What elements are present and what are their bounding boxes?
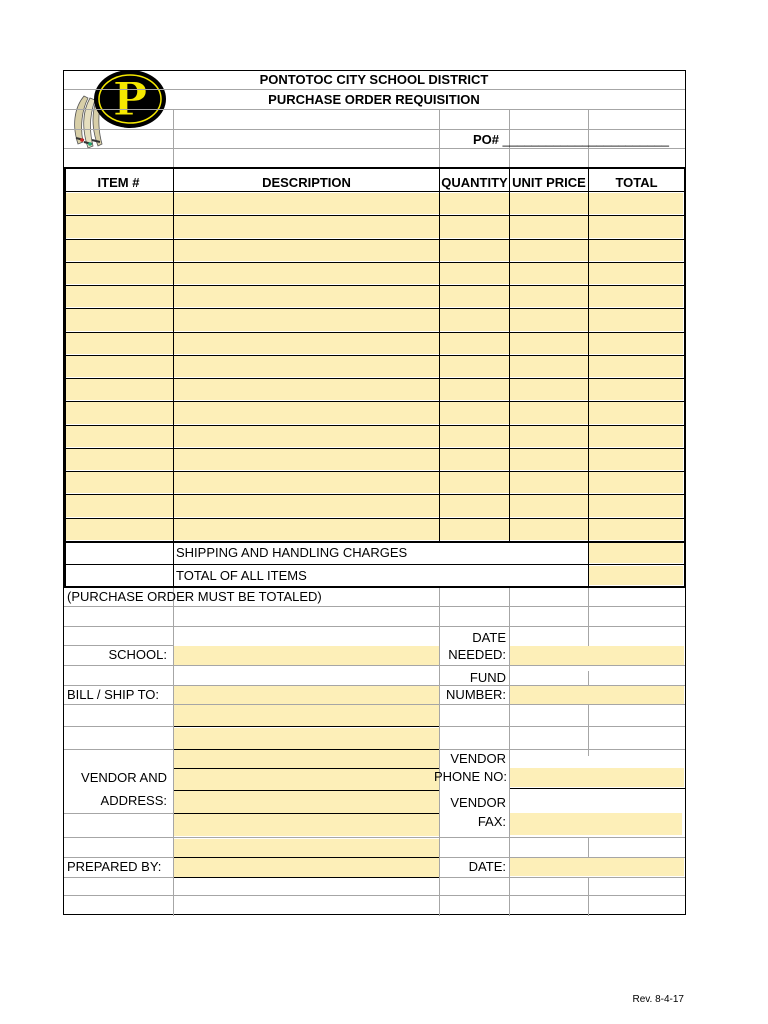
vendor-fax-label-2: FAX: xyxy=(477,814,506,829)
total-cell[interactable] xyxy=(589,286,683,307)
col-unit-price: UNIT PRICE xyxy=(512,175,586,190)
unit-price-cell[interactable] xyxy=(510,379,588,400)
col-quantity: QUANTITY xyxy=(441,175,508,190)
item-number-cell[interactable] xyxy=(66,286,173,307)
item-number-cell[interactable] xyxy=(66,402,173,423)
date-label: DATE: xyxy=(468,859,506,874)
description-cell[interactable] xyxy=(174,240,439,261)
total-cell[interactable] xyxy=(589,426,683,447)
bill-ship-to-label: BILL / SHIP TO: xyxy=(67,687,160,702)
total-cell[interactable] xyxy=(589,356,683,377)
unit-price-cell[interactable] xyxy=(510,286,588,307)
unit-price-cell[interactable] xyxy=(510,193,588,214)
quantity-cell[interactable] xyxy=(440,495,509,516)
po-label: PO# _______________________ xyxy=(473,132,669,147)
col-description: DESCRIPTION xyxy=(262,175,351,190)
vendor-phone-label-1: VENDOR xyxy=(450,751,506,766)
description-cell[interactable] xyxy=(174,379,439,400)
total-cell[interactable] xyxy=(589,216,683,237)
unit-price-cell[interactable] xyxy=(510,495,588,516)
vendor-fax-label-1: VENDOR xyxy=(450,795,506,810)
description-cell[interactable] xyxy=(174,356,439,377)
description-cell[interactable] xyxy=(174,402,439,423)
item-number-cell[interactable] xyxy=(66,379,173,400)
unit-price-cell[interactable] xyxy=(510,216,588,237)
quantity-cell[interactable] xyxy=(440,379,509,400)
total-cell[interactable] xyxy=(589,472,683,493)
quantity-cell[interactable] xyxy=(440,472,509,493)
item-number-cell[interactable] xyxy=(66,519,173,540)
total-cell[interactable] xyxy=(589,449,683,470)
date-needed-label-1: DATE xyxy=(472,630,506,645)
item-number-cell[interactable] xyxy=(66,309,173,330)
quantity-cell[interactable] xyxy=(440,216,509,237)
quantity-cell[interactable] xyxy=(440,193,509,214)
unit-price-cell[interactable] xyxy=(510,402,588,423)
description-cell[interactable] xyxy=(174,426,439,447)
shipping-label: SHIPPING AND HANDLING CHARGES xyxy=(176,545,408,560)
item-number-cell[interactable] xyxy=(66,263,173,284)
vendor-phone-label-2: PHONE NO: xyxy=(434,769,507,784)
logo-letter: P xyxy=(112,72,148,126)
unit-price-cell[interactable] xyxy=(510,263,588,284)
description-cell[interactable] xyxy=(174,333,439,354)
total-items-label: TOTAL OF ALL ITEMS xyxy=(176,568,307,583)
unit-price-cell[interactable] xyxy=(510,472,588,493)
total-cell[interactable] xyxy=(589,495,683,516)
total-cell[interactable] xyxy=(589,402,683,423)
vendor-address-input[interactable] xyxy=(174,728,439,836)
total-cell[interactable] xyxy=(589,193,683,214)
total-cell[interactable] xyxy=(589,263,683,284)
quantity-cell[interactable] xyxy=(440,309,509,330)
item-number-cell[interactable] xyxy=(66,426,173,447)
quantity-cell[interactable] xyxy=(440,240,509,261)
description-cell[interactable] xyxy=(174,286,439,307)
prepared-by-label: PREPARED BY: xyxy=(67,859,162,874)
unit-price-cell[interactable] xyxy=(510,333,588,354)
description-cell[interactable] xyxy=(174,309,439,330)
total-cell[interactable] xyxy=(589,309,683,330)
description-cell[interactable] xyxy=(174,263,439,284)
vendor-fax-input[interactable] xyxy=(510,813,682,835)
fund-number-input[interactable] xyxy=(510,686,684,704)
col-total: TOTAL xyxy=(615,175,658,190)
requisition-form xyxy=(63,70,686,915)
description-cell[interactable] xyxy=(174,193,439,214)
item-number-cell[interactable] xyxy=(66,449,173,470)
form-title: PURCHASE ORDER REQUISITION xyxy=(268,92,480,107)
date-needed-label-2: NEEDED: xyxy=(448,647,506,662)
unit-price-cell[interactable] xyxy=(510,449,588,470)
unit-price-cell[interactable] xyxy=(510,519,588,540)
item-number-cell[interactable] xyxy=(66,240,173,261)
vendor-address-label-2: ADDRESS: xyxy=(100,793,167,808)
total-cell[interactable] xyxy=(589,519,683,540)
revision-label: Rev. 8-4-17 xyxy=(632,994,684,1005)
item-number-cell[interactable] xyxy=(66,333,173,354)
quantity-cell[interactable] xyxy=(440,402,509,423)
quantity-cell[interactable] xyxy=(440,263,509,284)
quantity-cell[interactable] xyxy=(440,356,509,377)
description-cell[interactable] xyxy=(174,519,439,540)
fund-number-label-1: FUND xyxy=(469,670,506,685)
unit-price-cell[interactable] xyxy=(510,426,588,447)
quantity-cell[interactable] xyxy=(440,519,509,540)
prepared-by-input[interactable] xyxy=(174,839,439,877)
school-input[interactable] xyxy=(174,646,439,665)
description-cell[interactable] xyxy=(174,472,439,493)
shipping-charges-input[interactable] xyxy=(589,543,683,563)
unit-price-cell[interactable] xyxy=(510,356,588,377)
item-number-cell[interactable] xyxy=(66,472,173,493)
quantity-cell[interactable] xyxy=(440,426,509,447)
fund-number-label-2: NUMBER: xyxy=(446,687,506,702)
total-cell[interactable] xyxy=(589,240,683,261)
item-number-cell[interactable] xyxy=(66,216,173,237)
vendor-address-label-1: VENDOR AND xyxy=(81,770,167,785)
school-label: SCHOOL: xyxy=(108,647,167,662)
quantity-cell[interactable] xyxy=(440,286,509,307)
unit-price-cell[interactable] xyxy=(510,240,588,261)
total-cell[interactable] xyxy=(589,333,683,354)
district-name: PONTOTOC CITY SCHOOL DISTRICT xyxy=(259,72,489,87)
total-all-items-input[interactable] xyxy=(589,566,683,585)
date-input[interactable] xyxy=(510,858,684,876)
description-cell[interactable] xyxy=(174,495,439,516)
total-cell[interactable] xyxy=(589,379,683,400)
col-item-number: ITEM # xyxy=(97,175,140,190)
quantity-cell[interactable] xyxy=(440,449,509,470)
unit-price-cell[interactable] xyxy=(510,309,588,330)
vendor-phone-input[interactable] xyxy=(510,768,684,787)
description-cell[interactable] xyxy=(174,449,439,470)
item-number-cell[interactable] xyxy=(66,495,173,516)
total-note: (PURCHASE ORDER MUST BE TOTALED) xyxy=(67,589,322,604)
bill-ship-to-input[interactable] xyxy=(174,686,439,726)
description-cell[interactable] xyxy=(174,216,439,237)
item-number-cell[interactable] xyxy=(66,193,173,214)
quantity-cell[interactable] xyxy=(440,333,509,354)
item-number-cell[interactable] xyxy=(66,356,173,377)
date-needed-input[interactable] xyxy=(510,646,684,665)
